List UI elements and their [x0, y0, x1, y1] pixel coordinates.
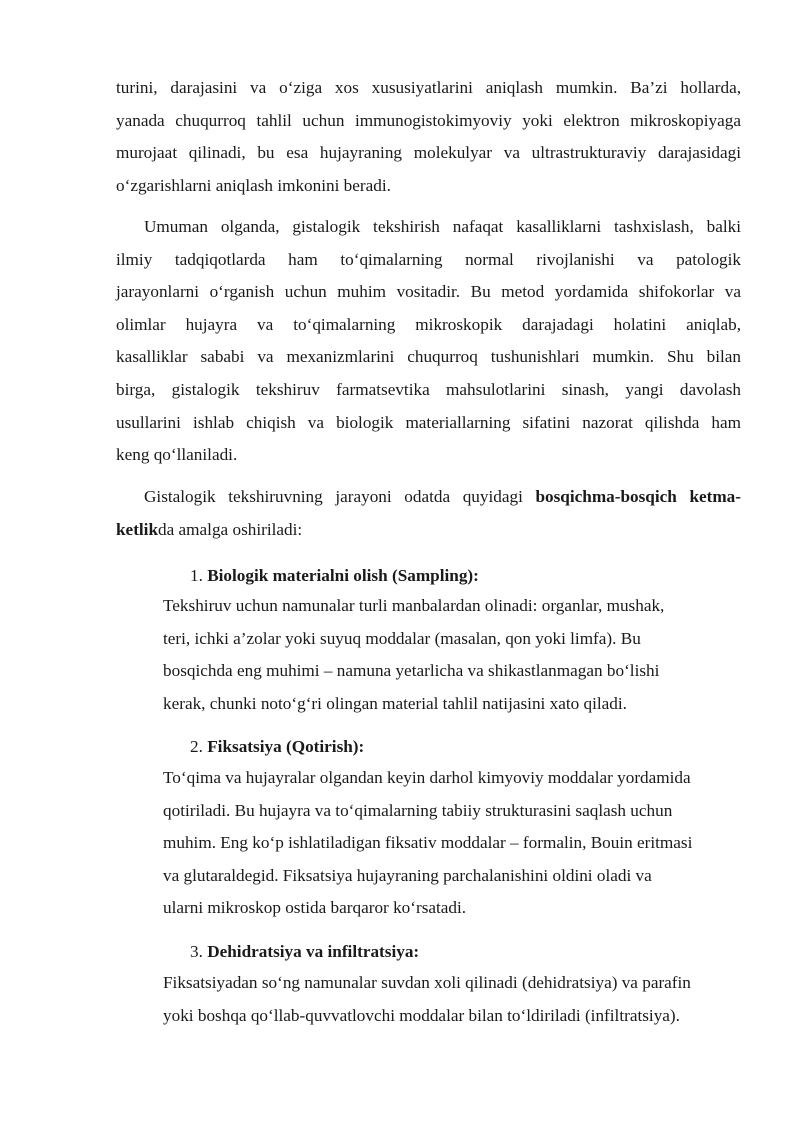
- step-description: [163, 967, 743, 1032]
- text-line: birga, gistalogik tekshiruv farmatsevtika mahsulotlarini sinash, yangi davolash: [116, 379, 741, 399]
- text-line: [116, 481, 741, 514]
- text-line: Tekshiruv uchun namunalar turli manbalardan olinadi: organlar, mushak,: [163, 596, 665, 615]
- step-description: [163, 762, 743, 925]
- step-title: [190, 731, 364, 764]
- text-line: Fiksatsiyadan so‘ng namunalar suvdan xoli qilinadi (dehidratsiya) va parafin: [163, 973, 691, 992]
- step-number: 2.: [190, 737, 203, 756]
- intro-bold-text: bosqichma-bosqich ketma-: [535, 487, 741, 506]
- text-line: o‘zgarishlarni aniqlash imkonini beradi.: [116, 175, 391, 195]
- text-line: ularni mikroskop ostida barqaror ko‘rsatadi.: [163, 898, 467, 918]
- text-line: kerak, chunki noto‘g‘ri olingan material tahlil natijasini xato qiladi.: [163, 693, 627, 713]
- text-line: muhim. Eng ko‘p ishlatiladigan fiksativ moddalar – formalin, Bouin eritmasi: [163, 833, 693, 853]
- text-line: [116, 514, 741, 547]
- step-number: 3.: [190, 942, 203, 961]
- step-heading: Biologik materialni olish (Sampling):: [207, 566, 479, 585]
- step-title: [190, 936, 419, 969]
- step-description: [163, 590, 743, 720]
- text-line: keng qo‘llaniladi.: [116, 445, 238, 465]
- text-line: jarayonlarni o‘rganish uchun muhim vositadir. Bu metod yordamida shifokorlar va: [116, 282, 741, 302]
- text-line: kasalliklar sababi va mexanizmlarini chuqurroq tushunishlari mumkin. Shu bilan: [116, 347, 741, 367]
- text-line: olimlar hujayra va to‘qimalarning mikroskopik darajadagi holatini aniqlab,: [116, 314, 741, 334]
- step-number: 1.: [190, 566, 203, 585]
- text-line: Umuman olganda, gistalogik tekshirish nafaqat kasalliklarni tashxislash, balki: [144, 217, 741, 236]
- step-heading: Fiksatsiya (Qotirish):: [207, 737, 365, 756]
- text-line: turini, darajasini va o‘ziga xos xususiyatlarini aniqlash mumkin. Ba’zi hollarda,: [116, 78, 741, 97]
- step-heading: Dehidratsiya va infiltratsiya:: [207, 942, 420, 961]
- text-line: teri, ichki a’zolar yoki suyuq moddalar (masalan, qon yoki limfa). Bu: [163, 628, 641, 648]
- intro-text: Gistalogik tekshiruvning jarayoni odatda quyidagi: [144, 487, 536, 506]
- text-line: To‘qima va hujayralar olgandan keyin darhol kimyoviy moddalar yordamida: [163, 768, 691, 787]
- text-line: yanada chuqurroq tahlil uchun immunogistokimyoviy yoki elektron mikroskopiyaga: [116, 110, 741, 130]
- text-line: va glutaraldegid. Fiksatsiya hujayraning parchalanishini oldini oladi va: [163, 865, 652, 885]
- text-line: qotiriladi. Bu hujayra va to‘qimalarning tabiiy strukturasini saqlash uchun: [163, 800, 673, 820]
- text-line: bosqichda eng muhimi – namuna yetarlicha va shikastlanmagan bo‘lishi: [163, 661, 660, 681]
- text-line: yoki boshqa qo‘llab-quvvatlovchi moddalar bilan to‘ldiriladi (infiltratsiya).: [163, 1005, 680, 1025]
- text-line: murojaat qilinadi, bu esa hujayraning molekulyar va ultrastrukturaviy darajasidagi: [116, 143, 741, 163]
- paragraph-process-intro: [116, 481, 741, 546]
- step-title: [190, 560, 479, 593]
- paragraph-continuation: [116, 72, 741, 202]
- intro-bold-text: ketlik: [116, 519, 159, 539]
- text-line: usullarini ishlab chiqish va biologik materiallarning sifatini nazorat qilishda ham: [116, 412, 741, 432]
- text-line: ilmiy tadqiqotlarda ham to‘qimalarning normal rivojlanishi va patologik: [116, 249, 741, 269]
- paragraph-summary: [116, 211, 741, 472]
- intro-text: da amalga oshiriladi:: [158, 519, 303, 539]
